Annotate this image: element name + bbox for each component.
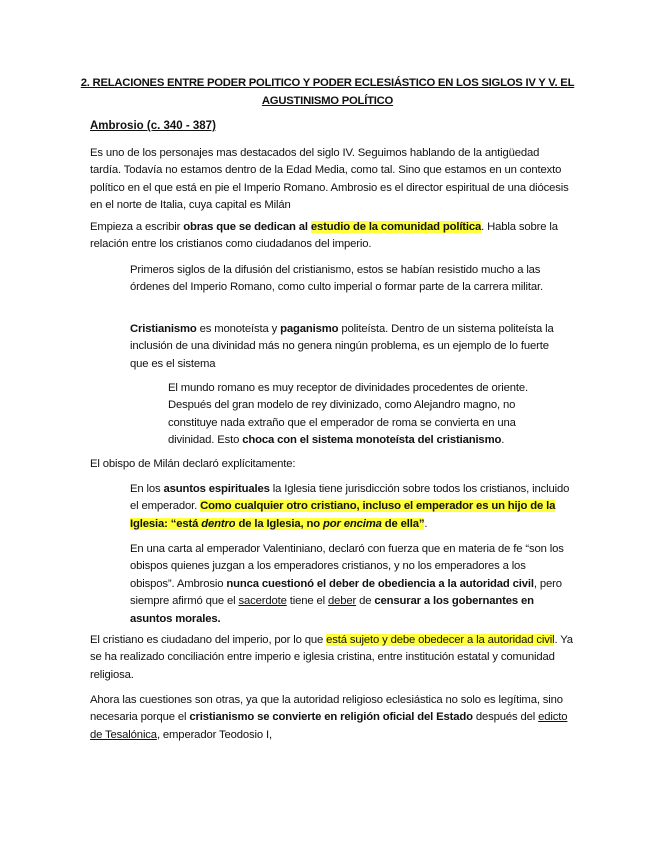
p4-text-d: politeísta. Dentro de un sistema politeísta la inclusión de una divinidad más no genera ningún problema, es un ejemplo de lo fuerte que es el sistema	[130, 323, 554, 370]
p7-text-c: la Iglesia tiene jurisdicción sobre todos los cristianos, incluido el emperador.	[130, 483, 570, 513]
paragraph-4	[130, 321, 568, 373]
title-line-2: AGUSTINISMO POLÍTICO	[261, 94, 394, 107]
p4-bold-cristianismo: Cristianismo	[130, 323, 197, 335]
p7-text-a: En los	[130, 483, 164, 495]
p9-text-a: El cristiano es ciudadano del imperio, por lo que	[90, 634, 327, 646]
page-title	[80, 75, 575, 110]
paragraph-6-text: El obispo de Milán declaró explícitamente:	[90, 458, 296, 470]
paragraph-5	[168, 380, 560, 450]
p2-text-d: . Habla sobre la relación entre los cristianos como ciudadanos del imperio.	[90, 221, 558, 251]
paragraph-1	[90, 145, 572, 215]
p7-bold: asuntos espirituales	[163, 483, 270, 495]
p8-bold-2: censurar a los gobernantes en asuntos morales.	[130, 595, 534, 625]
p10-underline-edicto: edicto de Tesalónica	[90, 711, 568, 741]
paragraph-3	[130, 262, 566, 297]
p2-text-a: Empieza a escribir	[90, 221, 184, 233]
p10-bold: cristianismo se convierte en religión oficial del Estado	[189, 711, 473, 724]
p8-text-c: , pero siempre afirmó que el	[130, 577, 562, 608]
p4-bold-paganismo: paganismo	[280, 323, 339, 335]
p10-text-e: , emperador Teodosio I,	[156, 728, 272, 741]
p5-text-c: .	[501, 434, 505, 447]
p7-highlight-italic-por-encima: por encima	[323, 517, 382, 530]
paragraph-8	[130, 541, 570, 628]
p7-text-i: .	[424, 517, 428, 530]
p8-text-g: de	[356, 595, 375, 608]
p10-text-c: después del	[472, 711, 539, 724]
p9-highlight: está sujeto y debe obedecer a la autoridad civil	[326, 634, 555, 646]
p8-text-e: tiene el	[286, 595, 328, 608]
paragraph-10	[90, 692, 572, 744]
p8-text-a: En una carta al emperador Valentiniano, declaró con fuerza que en materia de fe “son los obispos quienes juzgan a los emperadores cristianos, y no los emperadores a los obispos”. Ambrosio	[130, 543, 564, 590]
p7-highlight-italic-dentro: dentro	[201, 517, 236, 530]
paragraph-1-text: Es uno de los personajes mas destacados del siglo IV. Seguimos hablando de la antigüedad tardía. Todavía no estamos dentro de la Edad Media, como tal. Sino que estamos en un contexto político en el que está en pie el Imperio Romano. Ambrosio es el director espiritual de una diócesis en el norte de Italia, cuya capital es Milán	[90, 147, 569, 212]
section-heading: Ambrosio (c. 340 - 387)	[90, 120, 216, 132]
p7-highlight-3: de ella”	[381, 517, 425, 530]
paragraph-2	[90, 219, 574, 254]
p8-underline-sacerdote: sacerdote	[238, 595, 287, 608]
p7-highlight-1: Como cualquier otro cristiano, incluso el emperador es un hijo de la Iglesia: “está	[130, 500, 556, 530]
paragraph-3-text: Primeros siglos de la difusión del cristianismo, estos se habían resistido mucho a las órdenes del Imperio Romano, como culto imperial o formar parte de la carrera militar.	[130, 264, 543, 294]
p7-highlight-2: de la Iglesia, no	[235, 517, 324, 530]
p8-bold-1: nunca cuestionó el deber de obediencia a la autoridad civil	[226, 577, 534, 590]
title-line-1: 2. RELACIONES ENTRE PODER POLITICO Y PODER ECLESIÁSTICO EN LOS SIGLOS IV Y V. EL	[80, 77, 575, 89]
paragraph-9	[90, 632, 574, 684]
p5-text-a: El mundo romano es muy receptor de divinidades procedentes de oriente. Después del gran modelo de rey divinizado, como Alejandro magno, no constituye nada extraño que el emperador de roma se convierta en una divinidad. Esto	[168, 382, 529, 447]
p4-text-b: es monoteísta y	[196, 323, 281, 335]
p8-underline-deber: deber	[327, 595, 357, 608]
p2-highlight: estudio de la comunidad política	[310, 221, 482, 233]
paragraph-6	[90, 456, 570, 473]
p2-bold: obras que se dedican al	[183, 221, 311, 233]
p5-bold: choca con el sistema monoteísta del cristianismo	[242, 434, 502, 447]
paragraph-7	[130, 481, 572, 533]
p9-text-c: . Ya se ha realizado conciliación entre imperio e iglesia cristina, entre institución estatal y comunidad religiosa.	[90, 634, 573, 681]
p10-text-a: Ahora las cuestiones son otras, ya que la autoridad religioso eclesiástica no solo es legítima, sino necesaria porque el	[90, 694, 563, 724]
